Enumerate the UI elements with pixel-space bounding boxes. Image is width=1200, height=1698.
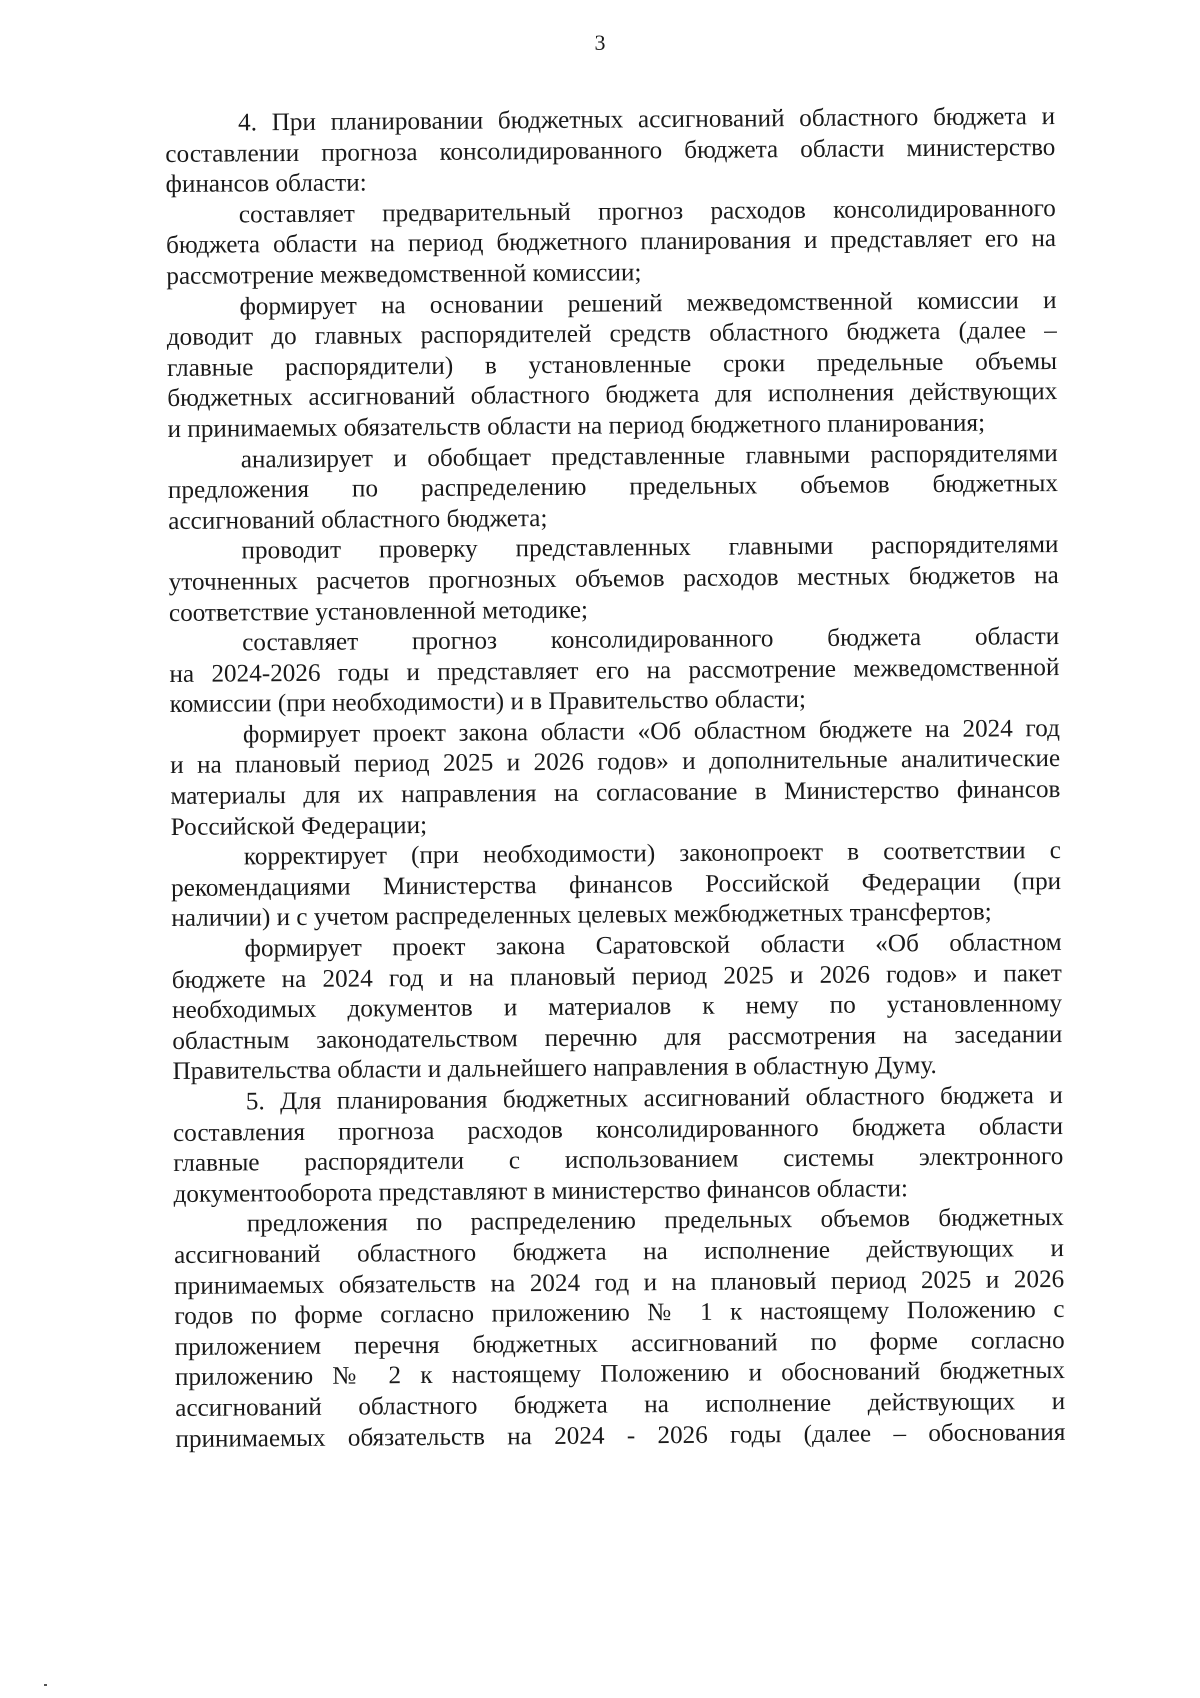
text-line: рекомендациями Министерства финансов Российской Федерации (при xyxy=(171,867,1062,902)
text-line: Правительства области и дальнейшего направления в областную Думу. xyxy=(172,1052,937,1086)
text-line: приложению № 2 к настоящему Положению и обоснований бюджетных xyxy=(174,1357,1066,1392)
paragraph-item-5 xyxy=(173,1081,1064,1210)
text-line: и принимаемых обязательств области на период бюджетного планирования; xyxy=(167,409,986,443)
paragraph-subitem xyxy=(166,286,1057,446)
text-line: ассигнований областного бюджета на исполнение действующих и xyxy=(175,1387,1066,1422)
text-line: главные распорядители) в установленные сроки предельные объемы xyxy=(166,347,1058,382)
text-line: приложением перечня бюджетных ассигнований по форме согласно xyxy=(174,1326,1065,1361)
text-line: бюджета области на период бюджетного планирования и представляет его на xyxy=(165,225,1057,260)
text-line: необходимых документов и материалов к нему по установленному xyxy=(171,990,1063,1025)
paragraph-item-4 xyxy=(165,102,1056,201)
text-line: доводит до главных распорядителей средств областного бюджета (далее – xyxy=(166,317,1057,352)
paragraph-subitem xyxy=(170,714,1061,843)
paragraph-subitem xyxy=(174,1203,1066,1455)
text-line: составления прогноза расходов консолидированного бюджета области xyxy=(172,1112,1064,1147)
text-line: формирует проект закона Саратовской области «Об областном xyxy=(244,929,1062,963)
scan-speck xyxy=(44,1684,47,1686)
text-line: главные распорядители с использованием системы электронного xyxy=(173,1143,1064,1178)
paragraph-subitem xyxy=(166,194,1057,293)
text-line: областным законодательством перечню для рассмотрения на заседании xyxy=(172,1020,1063,1055)
text-line: документооборота представляют в министерство финансов области: xyxy=(173,1174,909,1208)
text-line: формирует проект закона области «Об областном бюджете на 2024 год xyxy=(242,714,1060,749)
text-line: корректирует (при необходимости) законопроект в соответствии с xyxy=(243,837,1061,871)
text-line: проводит проверку представленных главными распорядителями xyxy=(241,531,1059,565)
text-line: наличии) и с учетом распределенных целевых межбюджетных трансфертов; xyxy=(171,898,992,933)
text-line: годов по форме согласно приложению № 1 к настоящему Положению с xyxy=(174,1296,1065,1331)
text-line: составляет предварительный прогноз расходов консолидированного xyxy=(238,194,1056,229)
text-line: 5. Для планирования бюджетных ассигнований областного бюджета и xyxy=(245,1081,1063,1116)
text-line: принимаемых обязательств на 2024 год и на плановый период 2025 и 2026 xyxy=(174,1265,1065,1300)
paragraph-subitem xyxy=(169,622,1060,721)
text-line: составлении прогноза консолидированного бюджета области министерство xyxy=(165,133,1056,168)
text-line: формирует на основании решений межведомственной комиссии и xyxy=(239,286,1057,320)
text-line: предложения по распределению предельных объемов бюджетных xyxy=(246,1204,1064,1238)
text-line: и на плановый период 2025 и 2026 годов» и дополнительные аналитические xyxy=(170,745,1061,780)
text-line: принимаемых обязательств на 2024 - 2026 годы (далее – обоснования xyxy=(175,1418,1066,1453)
paragraph-subitem xyxy=(171,928,1062,1088)
text-line: финансов области: xyxy=(165,169,367,199)
text-line: соответствие установленной методике; xyxy=(168,596,589,627)
text-line: составляет прогноз консолидированного бюджета области xyxy=(242,623,1060,657)
text-line: рассмотрение межведомственной комиссии; xyxy=(166,259,642,290)
text-line: Российской Федерации; xyxy=(170,811,428,841)
document-body xyxy=(165,102,1066,1455)
text-line: ассигнований областного бюджета на исполнение действующих и xyxy=(173,1234,1065,1269)
text-line: предложения по распределению предельных объемов бюджетных xyxy=(167,470,1059,505)
text-line: комиссии (при необходимости) и в Правительство области; xyxy=(169,686,807,719)
text-line: материалы для их направления на согласование в Министерство финансов xyxy=(170,776,1061,811)
text-line: 4. При планировании бюджетных ассигнований областного бюджета и xyxy=(238,103,1056,137)
text-line: бюджетных ассигнований областного бюджета для исполнения действующих xyxy=(167,378,1058,413)
text-line: уточненных расчетов прогнозных объемов расходов местных бюджетов на xyxy=(168,561,1059,596)
text-line: анализирует и обобщает представленные главными распорядителями xyxy=(240,439,1058,473)
paragraph-subitem xyxy=(171,836,1062,935)
text-line: бюджете на 2024 год и на плановый период 2025 и 2026 годов» и пакет xyxy=(171,959,1062,994)
paragraph-subitem xyxy=(168,439,1059,538)
text-line: ассигнований областного бюджета; xyxy=(168,504,548,535)
text-line: на 2024-2026 годы и представляет его на рассмотрение межведомственной xyxy=(169,653,1060,688)
page-number: 3 xyxy=(594,30,606,55)
paragraph-subitem xyxy=(168,530,1059,629)
